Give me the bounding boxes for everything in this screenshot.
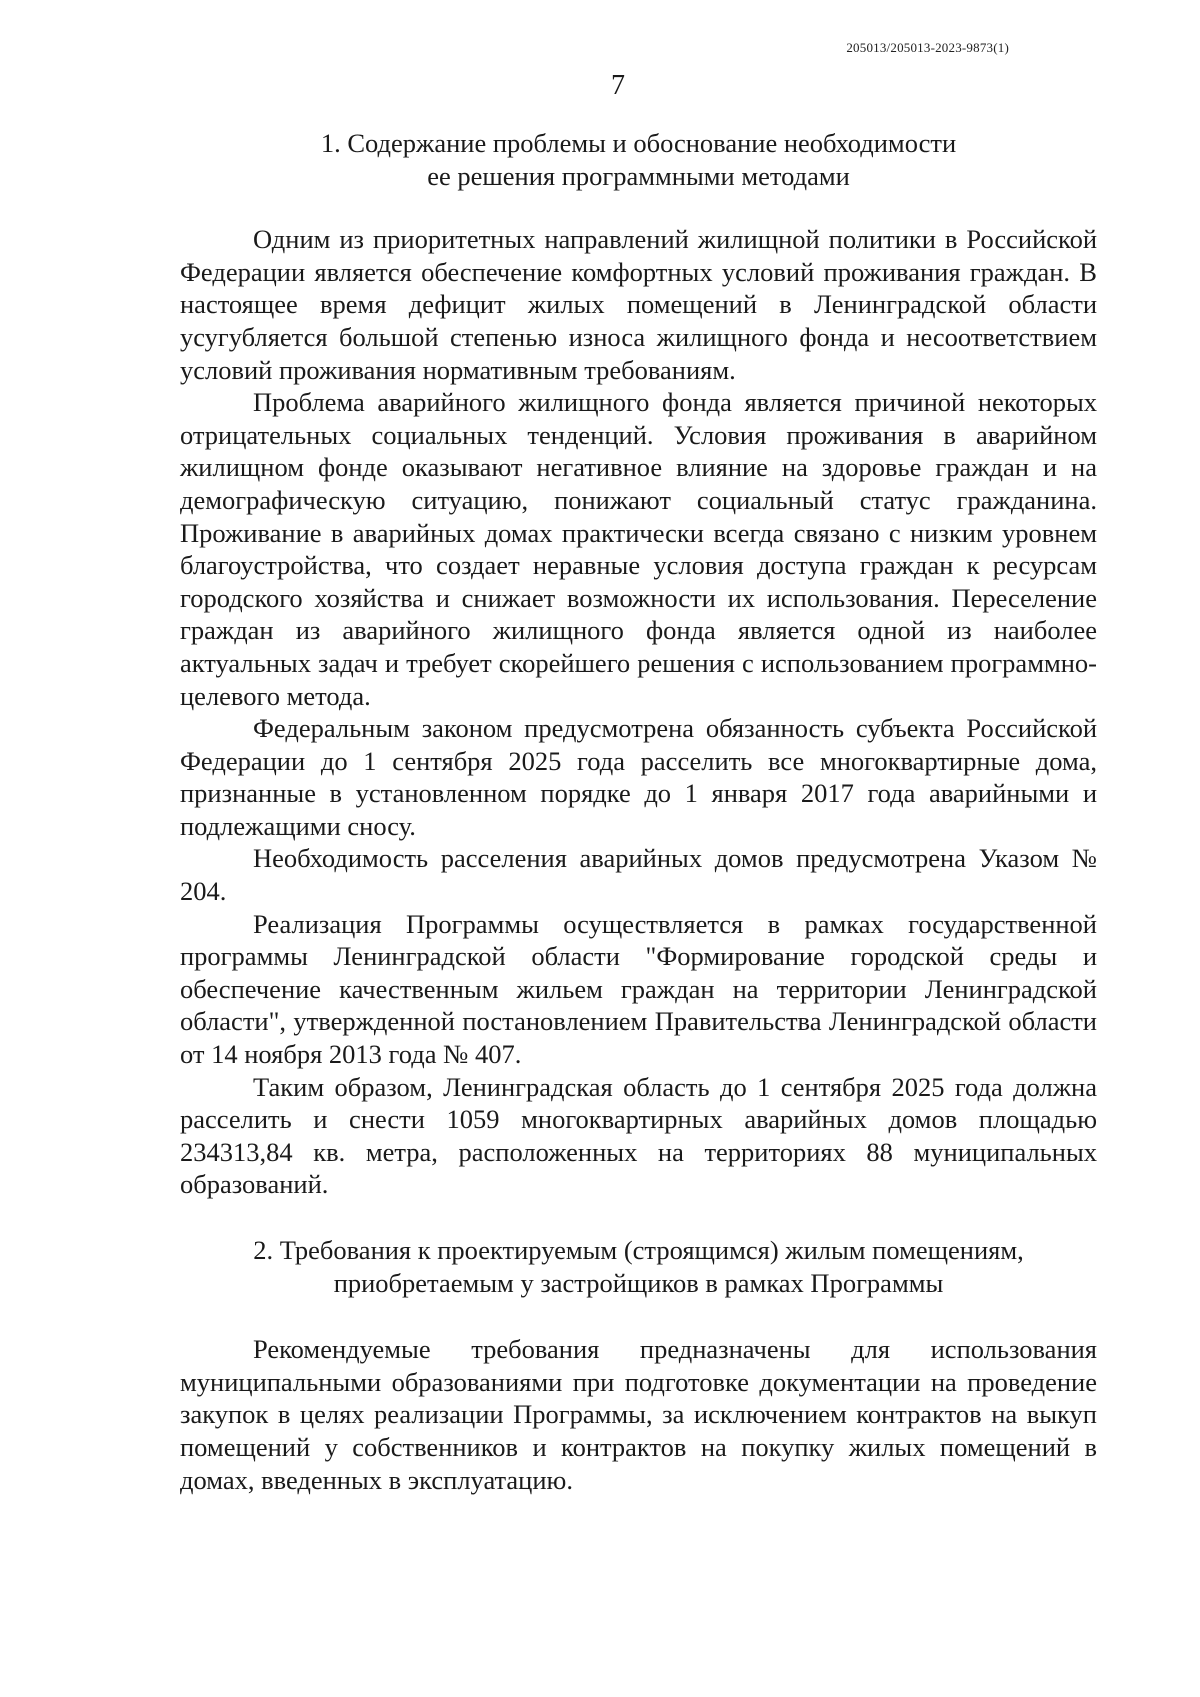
paragraph: Таким образом, Ленинградская область до 1 сентября 2025 года должна расселить и снести 1059 многоквартирных аварийных домов площадью 234313,84 кв. метра, расположенных на территориях 88 муниципальных образований. — [180, 1071, 1097, 1200]
paragraph: Рекомендуемые требования предназначены для использования муниципальными образованиями при подготовке документации на проведение закупок в целях реализации Программы, за исключением контрактов на выкуп помещений у собственников и контрактов на покупку жилых помещений в домах, введенных в эксплуатацию. — [180, 1334, 1097, 1495]
section-1-title — [180, 127, 1097, 192]
document-body — [180, 127, 1097, 1496]
paragraph: Проблема аварийного жилищного фонда является причиной некоторых отрицательных социальных тенденций. Условия проживания в аварийном жилищном фонде оказывают негативное влияние на здоровье граждан и на демографическую ситуацию, понижают социальный статус гражданина. Проживание в аварийных домах практически всегда связано с низким уровнем благоустройства, что создает неравные условия доступа граждан к ресурсам городского хозяйства и снижает возможности их использования. Переселение граждан из аварийного жилищного фонда является одной из наиболее актуальных задач и требует скорейшего решения с использованием программно-целевого метода. — [180, 387, 1097, 711]
page-number: 7 — [611, 70, 625, 101]
section-2-title — [180, 1234, 1097, 1299]
section-1-title-line-1: 1. Содержание проблемы и обоснование необходимости — [320, 128, 957, 158]
paragraph: Одним из приоритетных направлений жилищной политики в Российской Федерации является обеспечение комфортных условий проживания граждан. В настоящее время дефицит жилых помещений в Ленинградской области усугубляется большой степенью износа жилищного фонда и несоответствием условий проживания нормативным требованиям. — [180, 224, 1097, 385]
section-2-title-line-1: 2. Требования к проектируемым (строящимся) жилым помещениям, — [253, 1235, 1024, 1265]
section-1-title-line-2: ее решения программными методами — [427, 160, 850, 191]
paragraph: Необходимость расселения аварийных домов предусмотрена Указом № 204. — [180, 843, 1097, 907]
section-2-title-line-2: приобретаемым у застройщиков в рамках Программы — [333, 1267, 944, 1298]
document-id: 205013/205013-2023-9873(1) — [846, 40, 1009, 55]
paragraph: Реализация Программы осуществляется в рамках государственной программы Ленинградской области "Формирование городской среды и обеспечение качественным жильем граждан на территории Ленинградской области", утвержденной постановлением Правительства Ленинградской области от 14 ноября 2013 года № 407. — [180, 908, 1097, 1070]
paragraph: Федеральным законом предусмотрена обязанность субъекта Российской Федерации до 1 сентября 2025 года расселить все многоквартирные дома, признанные в установленном порядке до 1 января 2017 года аварийными и подлежащими сносу. — [180, 713, 1097, 841]
